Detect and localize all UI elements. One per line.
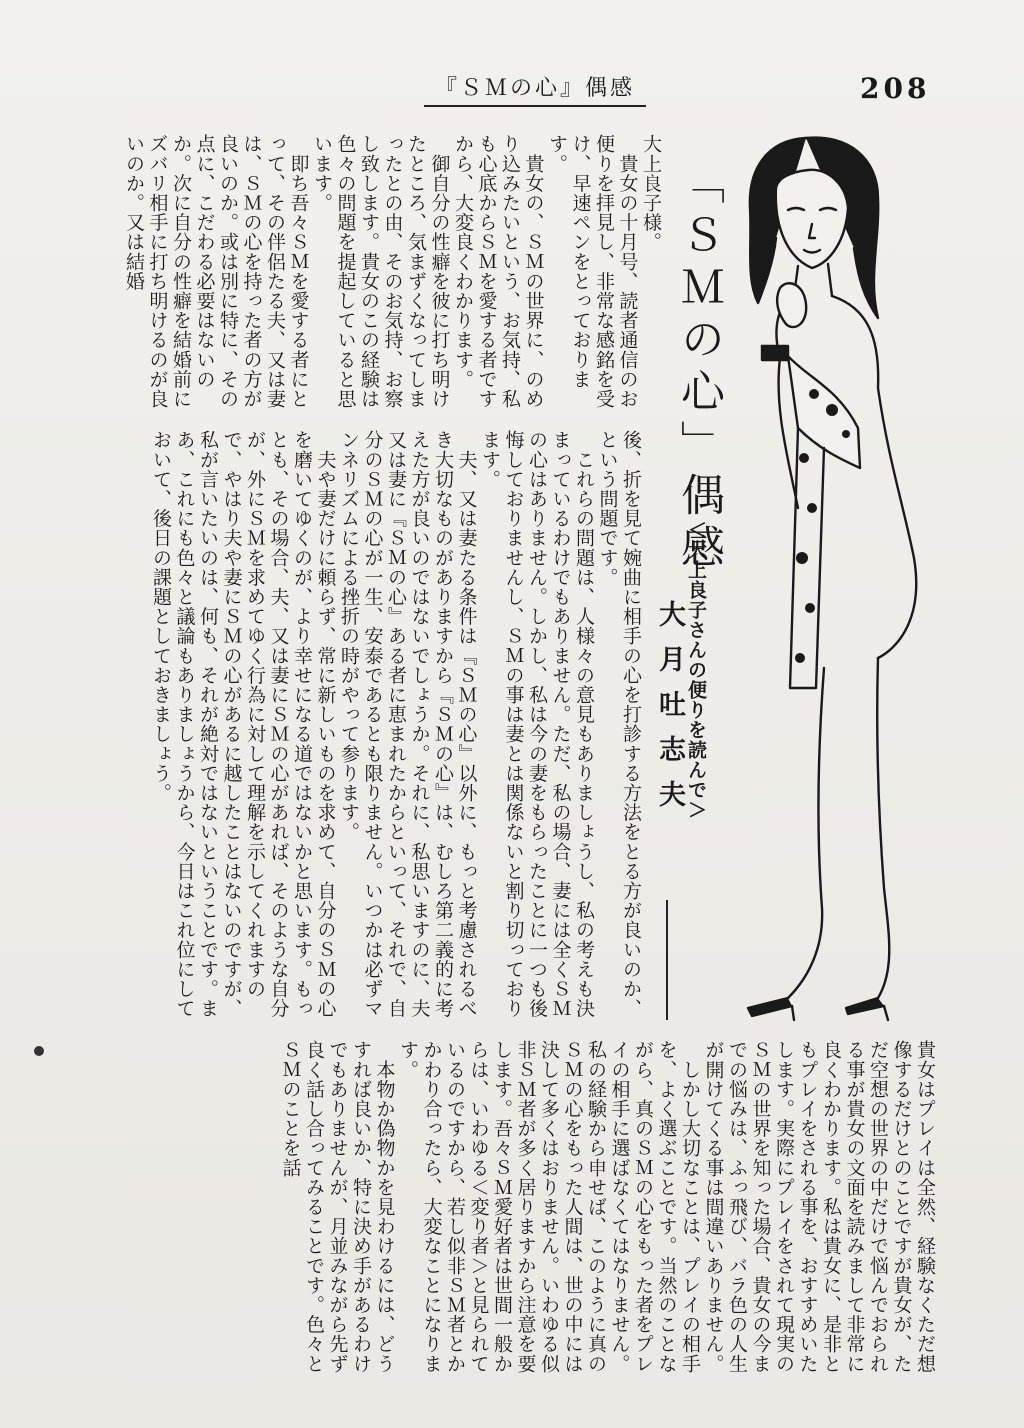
text-column-bottom: 貴女はプレイは全然、経験なくただ想像するだけとのことですが貴女が、ただ空想の世界の中だけで悩んでおられる事が貴女の文面を読みまして非常に良くわかります。私は貴女に、是非ともプレイをされる事を、おすすめいたします。実際にプレイをされて現実のＳＭの世界を知った場合、貴女の今までの悩みは、ふっ飛び、バラ色の人生が開けてくる事は間違いありません。 しかし大切なことは、プレイの相手を、よく選ぶことです。当然のことながら、真のＳＭの心をもった者をプレイの相手に選ばなくてはなりません。私の経験から申せば、このように真のＳＭの心をもった人間は、世の中には決して多くはおりません。いわゆる似非ＳＭ者が多く居りますから注意を要します。吾々ＳＭ愛好者は世間一般からは、いわゆる＜変り者＞と見られているのですから、若し似非ＳＭ者とかかわり合ったら、大変なことになります。 本物か偽物かを見わけるには、どうすれば良いか、特に決め手があるわけでもありませんが、月並みながら先ず良く話し合ってみることです。色々とＳＭのことを話 [279,1040,936,1374]
page-number: 208 [860,72,931,105]
margin-ink-dot [34,1046,44,1056]
article-headline: 「ＳＭの心」偶感 [673,160,724,576]
headline-rule [666,900,668,1020]
article-subtitle: ＜大上良子さんの便りを読んで＞ [685,520,707,820]
article-author: 大月吐志夫 [654,600,685,825]
text-column-upper-right: 後、折を見て婉曲に相手の心を打診する方法をとる方が良いのか、という問題です。 これらの問題は、人様々の意見もありましょうし、私の考えも決まっているわけでもありません。ただ、私の場合、妻には全くＳＭの心はありません。しかし、私は今の妻をもらったことに一つも後悔しておりませんし、ＳＭの事は妻とは関係ないと割り切っております。 夫、又は妻たる条件は『ＳＭの心』以外に、もっと考慮されるべき大切なものがありますから『ＳＭの心』は、むしろ第二義的に考えた方が良いのではないでしょうか。それに、私思いますのに、夫又は妻に『ＳＭの心』ある者に恵まれたからといって、それで、自分のＳＭの心が一生、安泰であるとも限りません。いつかは必ずマンネリズムによる挫折の時がやって参ります。 夫や妻だけに頼らず、常に新しいものを求めて、自分のＳＭの心を磨いてゆくのが、より幸せになる道ではないかと思います。もっとも、その場合、夫、又は妻にＳＭの心があれば、そのような自分が、外にＳＭを求めてゆく行為に対して理解を示してくれますので、やはり夫や妻にＳＭの心があるに越したことはないのですが、私が言いたいのは、何も、それが絶対ではないということです。まあ、これにも色々と議論もありましょうから、今日はこれ位にしておいて、後日の課題としておきましょう。 [150,430,642,1018]
running-title: 『ＳＭの心』偶感 [424,76,646,107]
text-column-upper-left: 大上良子様。 貴女の十月号、読者通信のお便りを拝見し、非常な感銘を受け、早速ペンをとっております。 貴女の、ＳＭの世界に、のめり込みたいという、お気持、私も心底からＳＭを愛する者ですから、大変良くわかります。 御自分の性癖を彼に打ち明けたところ、気まずくなってしまったとの由、そのお気持、お察し致します。貴女のこの経験は色々の問題を提起していると思います。 即ち吾々ＳＭを愛する者にとって、その伴侶たる夫、又は妻は、ＳＭの心を持った者の方が良いのか。或は別に特に、その点に、こだわる必要はないのか。次に自分の性癖を結婚前にズバリ相手に打ち明けるのが良いのか。又は結婚 [123,134,662,409]
woman-illustration [728,128,934,1020]
